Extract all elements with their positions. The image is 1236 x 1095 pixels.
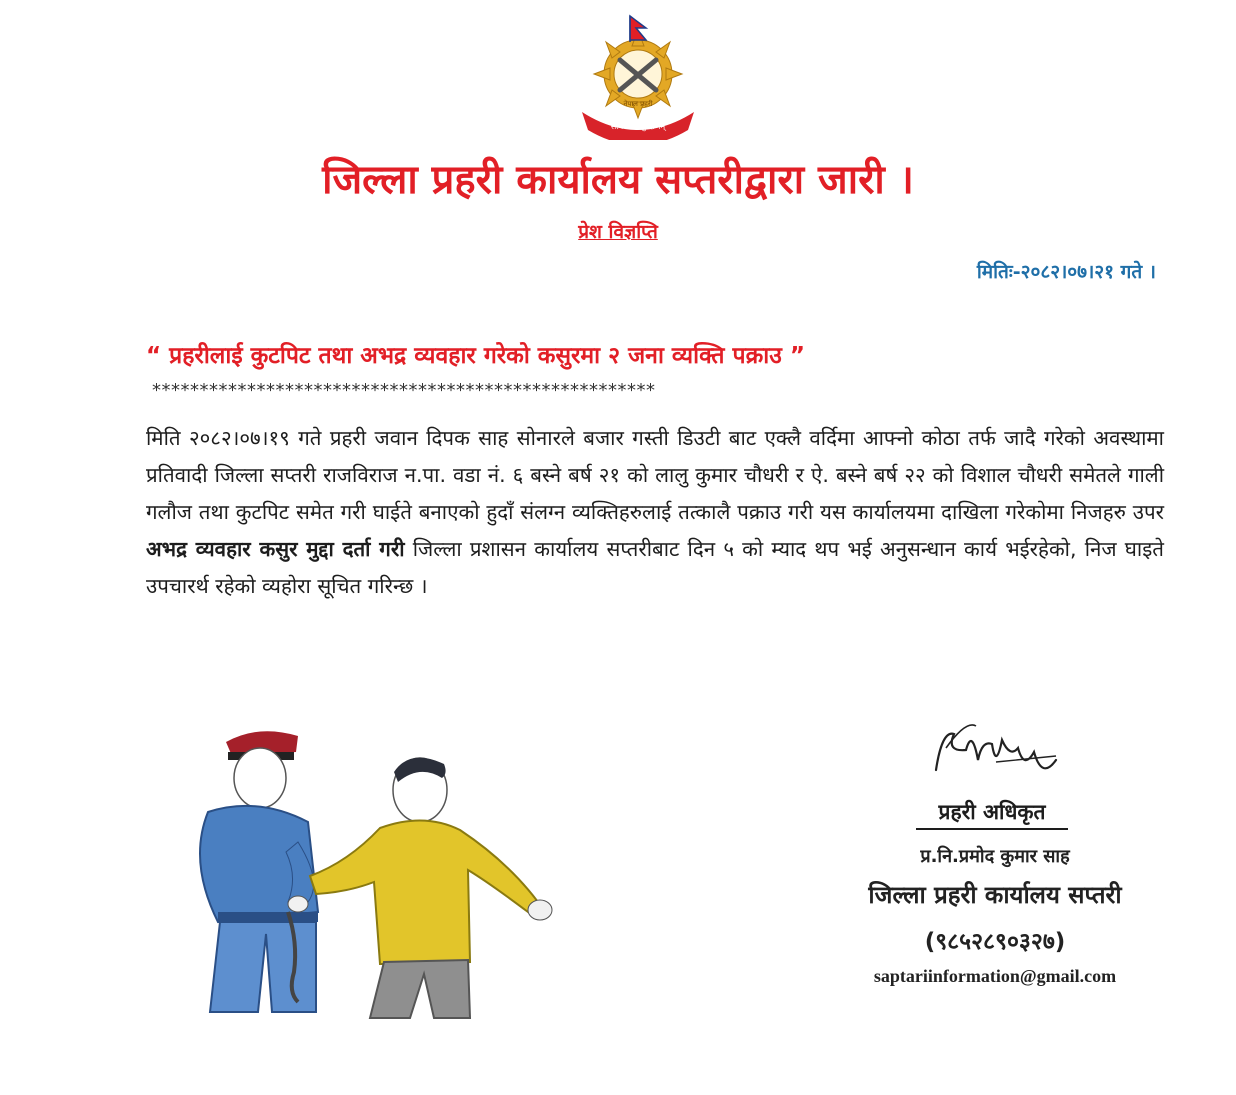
officer-name: प्र.नि.प्रमोद कुमार साह [920, 846, 1070, 867]
office-name: जिल्ला प्रहरी कार्यालय सप्तरी [868, 881, 1122, 909]
nepal-police-emblem-icon [568, 12, 708, 140]
press-release-subheading [0, 218, 1236, 244]
office-phone: (९८५२८९०३२७) [924, 929, 1066, 955]
notice-body [146, 420, 1164, 605]
policeman-figure [200, 731, 318, 1012]
body-part-2: जिल्ला प्रशासन कार्यालय सप्तरीबाट दिन ५ को म्याद थप भई अनुसन्धान कार्य भईरहेको, निज घाइते उपचारर्थ रहेको व्यहोरा सूचित गरिन्छ । [146, 537, 1164, 598]
emblem-top-text: नेपाल प्रहरी [623, 100, 653, 108]
handwritten-signature [906, 700, 1086, 795]
body-bold-phrase: अभद्र व्यवहार कसुर मुद्दा दर्ता गरी [146, 537, 405, 561]
news-title: “ प्रहरीलाई कुटपिट तथा अभद्र व्यवहार गरेको कसुरमा २ जना व्यक्ति पक्राउ ” [146, 343, 805, 369]
page-headline: जिल्ला प्रहरी कार्यालय सप्तरीद्वारा जारी । [322, 157, 914, 203]
emblem-ribbon-text: सत्य सेवा सुरक्षणम् [610, 122, 666, 131]
arrested-man-figure [310, 758, 552, 1018]
release-date: मितिः-२०८२।०७।२१ गते । [976, 261, 1156, 283]
star-divider: ***************************************************** [152, 380, 656, 401]
body-part-1: मिति २०८२।०७।१९ गते प्रहरी जवान दिपक साह सोनारले बजार गस्ती डिउटी बाट एक्लै वर्दिमा आफ्नो कोठा तर्फ जादै गरेको अवस्थामा प्रतिवादी जिल्ला सप्तरी राजविराज न.पा. वडा नं. ६ बस्ने बर्ष २१ को लालु कुमार चौधरी र ऐ. बस्ने बर्ष २२ को विशाल चौधरी समेतले गाली गलौज तथा कुटपिट समेत गरी घाईते बनाएको हुदाँ संलग्न व्यक्तिहरुलाई तत्कालै पक्राउ गरी यस कार्यालयमा दाखिला गरेकोमा निजहरु उपर [146, 426, 1164, 524]
office-email[interactable]: saptariinformation@gmail.com [873, 966, 1117, 986]
police-arrest-illustration [148, 712, 608, 1022]
officer-title: प्रहरी अधिकृत [916, 798, 1068, 830]
subheading-text: प्रेश विज्ञप्ति [578, 221, 658, 243]
